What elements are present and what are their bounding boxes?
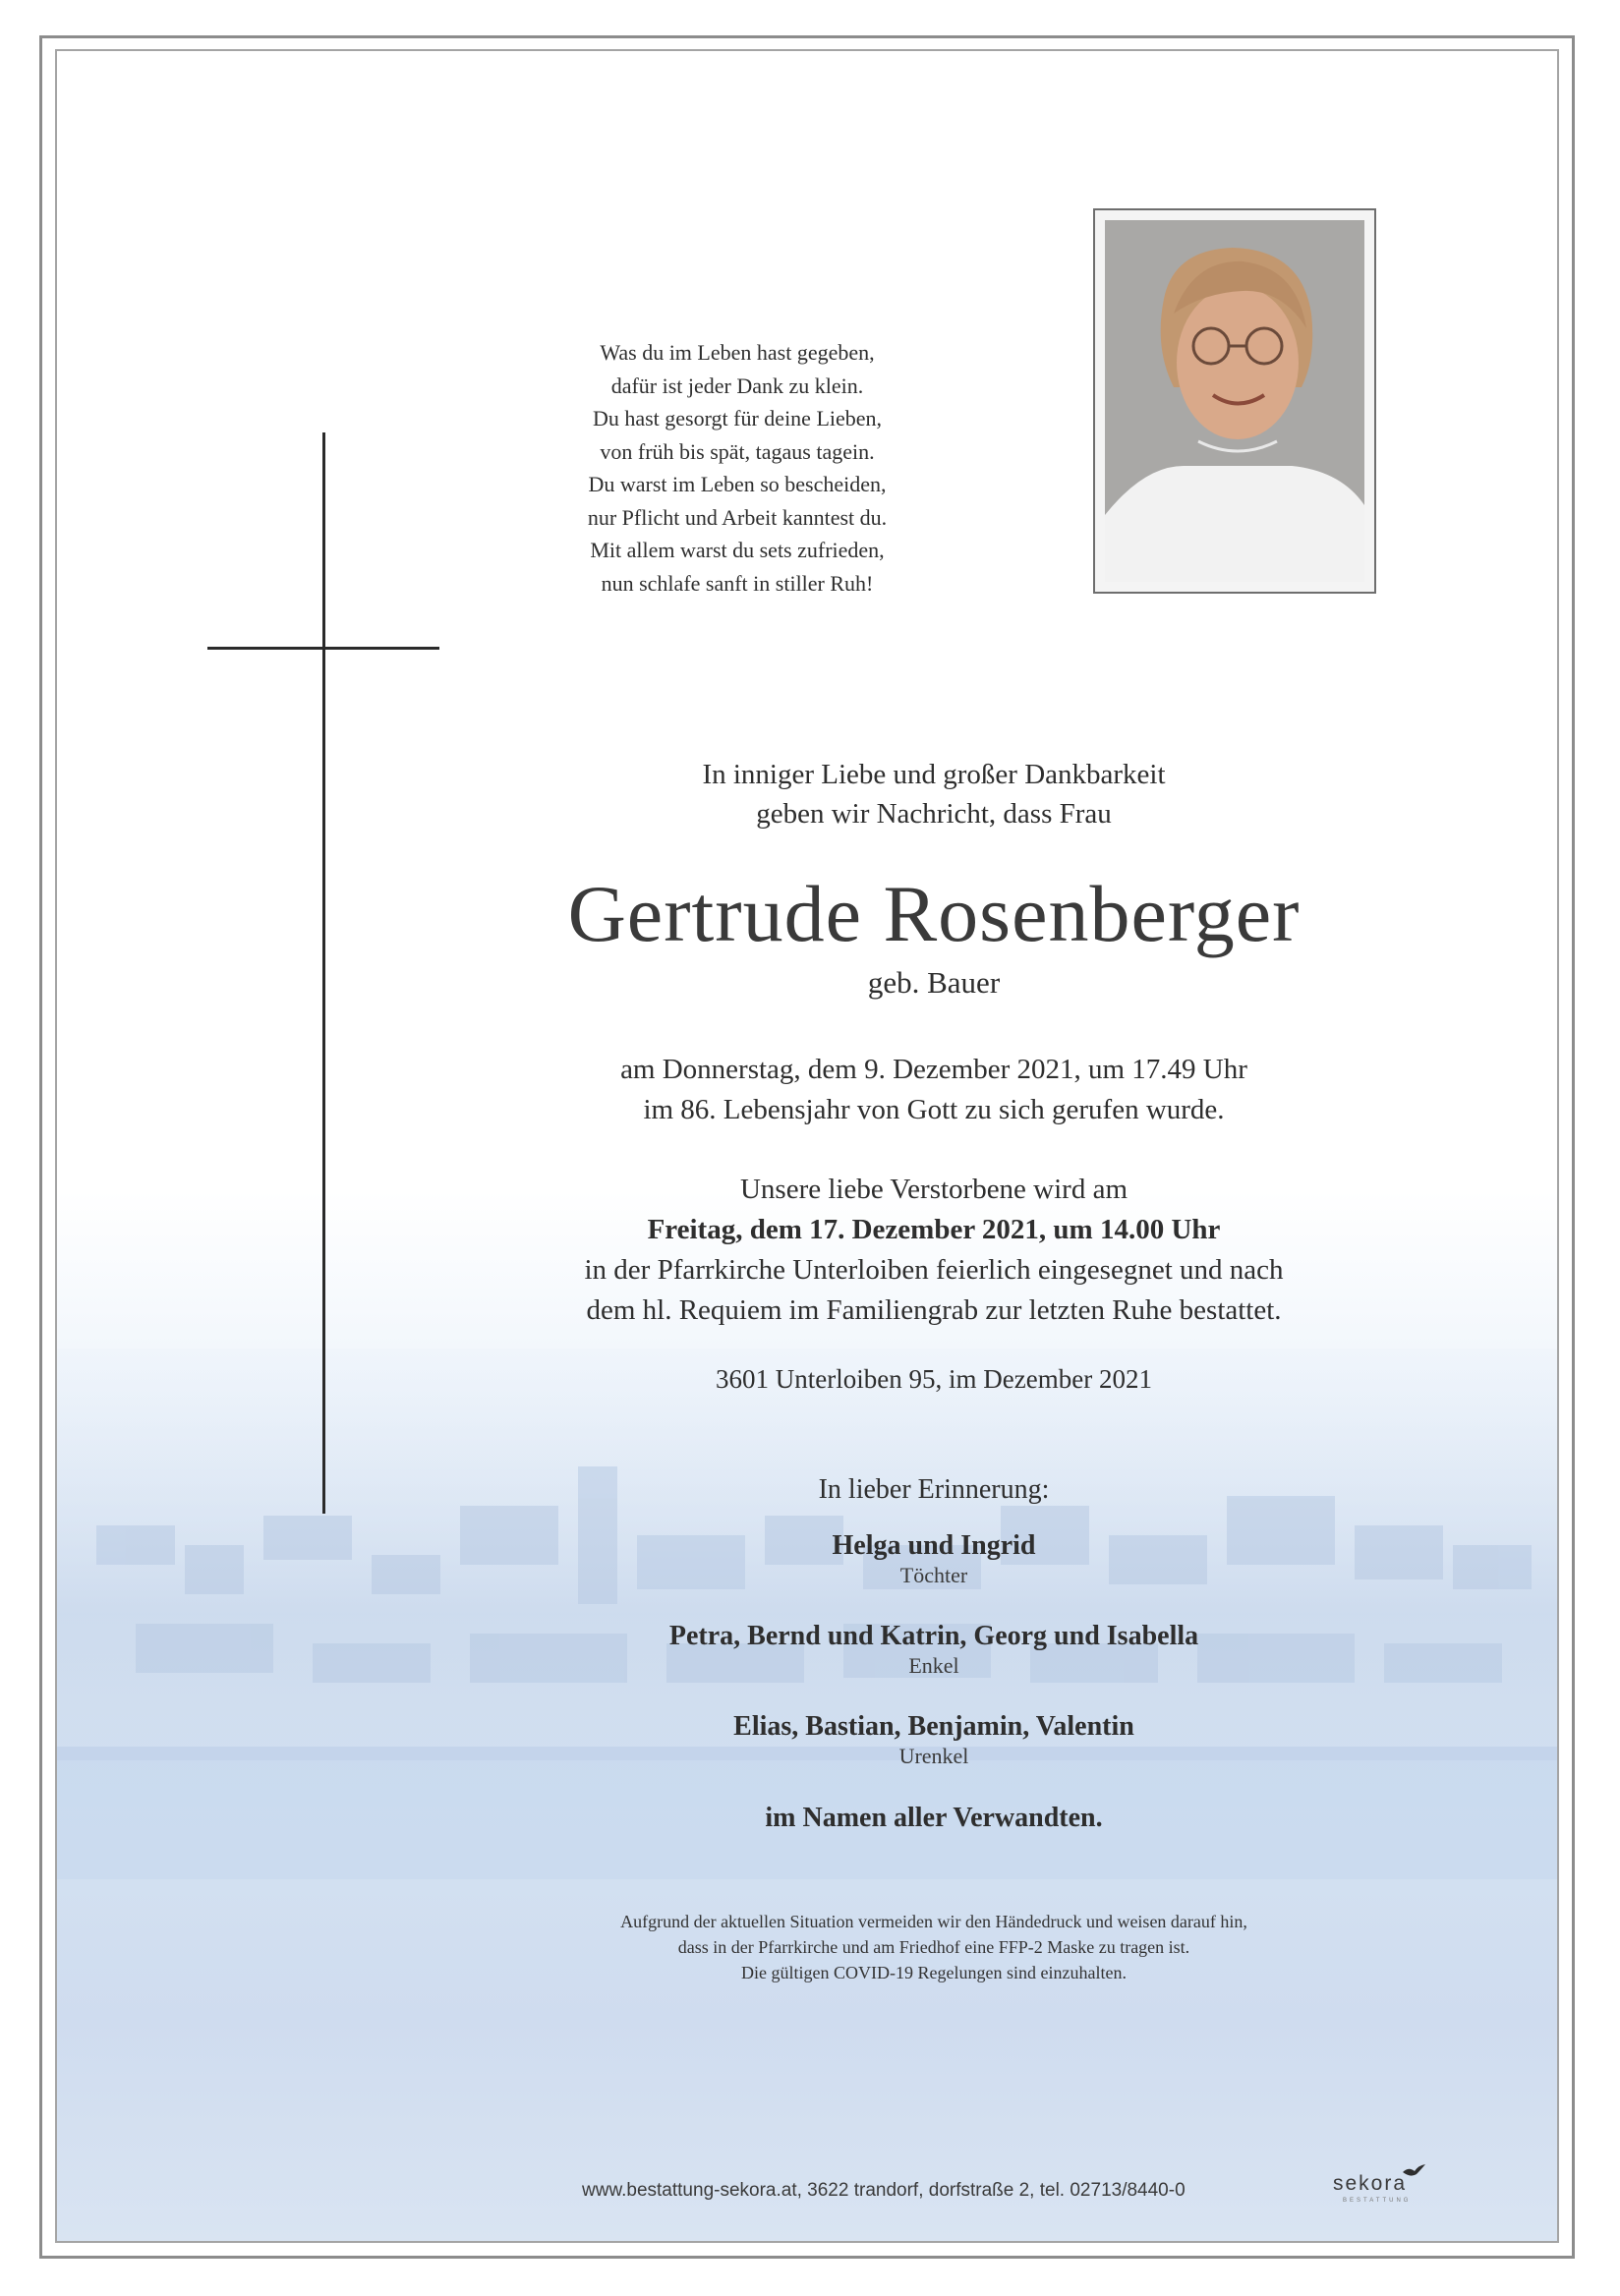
funeral-text: [550, 1170, 1317, 1331]
poem-line: von früh bis spät, tagaus tagein.: [600, 438, 875, 464]
funeral-line: in der Pfarrkirche Unterloiben feierlich eingesegnet und nach: [584, 1254, 1284, 1286]
mourner-group: [550, 1529, 1317, 1588]
bird-icon: [1401, 2162, 1426, 2180]
mourner-relation: Töchter: [899, 1563, 968, 1587]
intro-line: In inniger Liebe und großer Dankbarkeit: [702, 759, 1166, 790]
funeral-date: Freitag, dem 17. Dezember 2021, um 14.00 Uhr: [647, 1214, 1221, 1245]
place-date: 3601 Unterloiben 95, im Dezember 2021: [716, 1364, 1152, 1394]
maiden-name: geb. Bauer: [867, 965, 1001, 1000]
poem-line: Was du im Leben hast gegeben,: [600, 340, 875, 365]
notice-line: dass in der Pfarrkirche und am Friedhof eine FFP-2 Maske zu tragen ist.: [677, 1937, 1190, 1957]
mourner-relation: Enkel: [908, 1653, 959, 1678]
footer-contact: www.bestattung-sekora.at, 3622 trandorf, dorfstraße 2, tel. 02713/8440-0: [582, 2180, 1186, 2201]
death-line: im 86. Lebensjahr von Gott zu sich gerufen wurde.: [643, 1094, 1225, 1125]
deceased-name: Gertrude Rosenberger: [567, 869, 1301, 958]
poem-line: nun schlafe sanft in stiller Ruh!: [601, 570, 874, 596]
portrait-image: [1105, 220, 1364, 582]
covid-notice: [492, 1909, 1376, 1985]
notice-line: Aufgrund der aktuellen Situation vermeiden wir den Händedruck und weisen darauf hin,: [620, 1912, 1247, 1931]
cross-vertical: [322, 432, 325, 1514]
intro-line: geben wir Nachricht, dass Frau: [756, 798, 1112, 830]
town-background-image: [57, 1349, 1559, 1879]
funeral-line: Unsere liebe Verstorbene wird am: [739, 1174, 1128, 1205]
funeral-line: dem hl. Requiem im Familiengrab zur letzten Ruhe bestattet.: [586, 1294, 1282, 1326]
mourner-names: Elias, Bastian, Benjamin, Valentin: [733, 1711, 1134, 1742]
intro-text: [550, 755, 1317, 833]
death-text: [550, 1050, 1317, 1130]
closing-line: im Namen aller Verwandten.: [765, 1803, 1103, 1833]
mourner-names: Petra, Bernd und Katrin, Georg und Isabella: [668, 1621, 1199, 1651]
poem-line: Mit allem warst du sets zufrieden,: [590, 538, 885, 562]
mourner-names: Helga und Ingrid: [832, 1530, 1036, 1561]
poem-line: dafür ist jeder Dank zu klein.: [610, 373, 864, 398]
sekora-logo: sekora: [1333, 2172, 1408, 2195]
mourner-group: [550, 1620, 1317, 1679]
sekora-logo-subtitle: BESTATTUNG: [1343, 2198, 1412, 2204]
notice-line: Die gültigen COVID-19 Regelungen sind einzuhalten.: [741, 1963, 1127, 1982]
death-line: am Donnerstag, dem 9. Dezember 2021, um 17.49 Uhr: [620, 1054, 1247, 1085]
cross-horizontal: [207, 647, 439, 650]
poem: [531, 336, 944, 600]
mourner-group: [550, 1710, 1317, 1769]
poem-line: Du hast gesorgt für deine Lieben,: [592, 406, 883, 430]
poem-line: nur Pflicht und Arbeit kanntest du.: [587, 504, 888, 530]
poem-line: Du warst im Leben so bescheiden,: [588, 472, 887, 496]
portrait-photo: [1093, 208, 1376, 594]
memory-heading: In lieber Erinnerung:: [818, 1474, 1050, 1505]
mourner-relation: Urenkel: [898, 1744, 969, 1768]
